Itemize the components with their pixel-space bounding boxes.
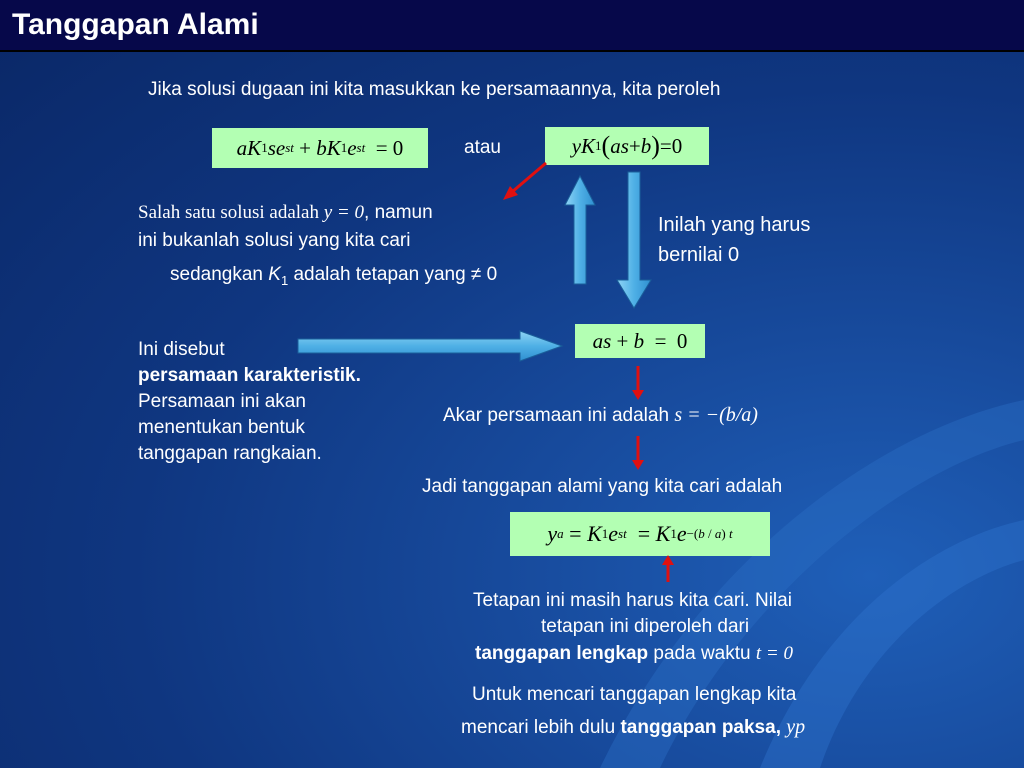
tetapan-eq: t = 0 — [755, 643, 793, 664]
inilah-line1: Inilah yang harus — [658, 214, 811, 236]
sedangkan-suffix: adalah tetapan yang ≠ 0 — [288, 264, 498, 285]
solusi-nol-prefix: Salah satu solusi adalah — [138, 202, 324, 223]
solusi-nol-suffix: , namun — [364, 202, 433, 223]
disebut-bold: persamaan karakteristik. — [138, 365, 361, 386]
solusi-nol-line2: ini bukanlah solusi yang kita cari — [138, 230, 411, 251]
tetapan-line2: tetapan ini diperoleh dari — [541, 616, 750, 637]
equation-factored: yK 1 ( as + b ) =0 — [545, 127, 709, 165]
equation-general: aK 1 se st + bK 1 e st = 0 — [212, 128, 428, 168]
atau-text: atau — [464, 137, 501, 158]
slide-title: Tanggapan Alami — [12, 8, 259, 41]
untuk-line1: Untuk mencari tanggapan lengkap kita — [472, 684, 797, 705]
disebut-line3: Persamaan ini akan — [138, 391, 306, 412]
jadi-text: Jadi tanggapan alami yang kita cari adalah — [422, 476, 783, 497]
intro-text: Jika solusi dugaan ini kita masukkan ke persamaannya, kita peroleh — [148, 79, 721, 100]
blue-right-arrow — [298, 331, 562, 361]
blue-down-arrow — [617, 172, 651, 308]
sedangkan-var: K — [268, 264, 281, 285]
tetapan-bold: tanggapan lengkap — [475, 643, 649, 664]
solusi-nol-eq: y = 0 — [323, 202, 365, 223]
blue-up-arrow — [565, 176, 595, 284]
untuk-prefix: mencari lebih dulu — [461, 717, 621, 738]
equation-natural-response: y a = K 1 e st = K 1 e −(b / a) t — [510, 512, 770, 556]
disebut-line1: Ini disebut — [138, 339, 225, 360]
disebut-line4: menentukan bentuk — [138, 417, 305, 438]
untuk-bold: tanggapan paksa, — [620, 717, 781, 738]
equation-characteristic: as + b = 0 — [575, 324, 705, 358]
akar-prefix: Akar persamaan ini adalah — [443, 405, 675, 426]
red-diagonal-arrow — [512, 163, 546, 192]
sedangkan-prefix: sedangkan — [170, 264, 269, 285]
tetapan-mid: pada waktu — [648, 643, 756, 664]
untuk-eq: yp — [786, 716, 806, 738]
sedangkan-sub: 1 — [280, 272, 289, 288]
akar-eq: s = −(b/a) — [674, 404, 758, 426]
inilah-line2: bernilai 0 — [658, 244, 740, 266]
tetapan-line1: Tetapan ini masih harus kita cari. Nilai — [473, 590, 792, 611]
disebut-line5: tanggapan rangkaian. — [138, 443, 322, 464]
